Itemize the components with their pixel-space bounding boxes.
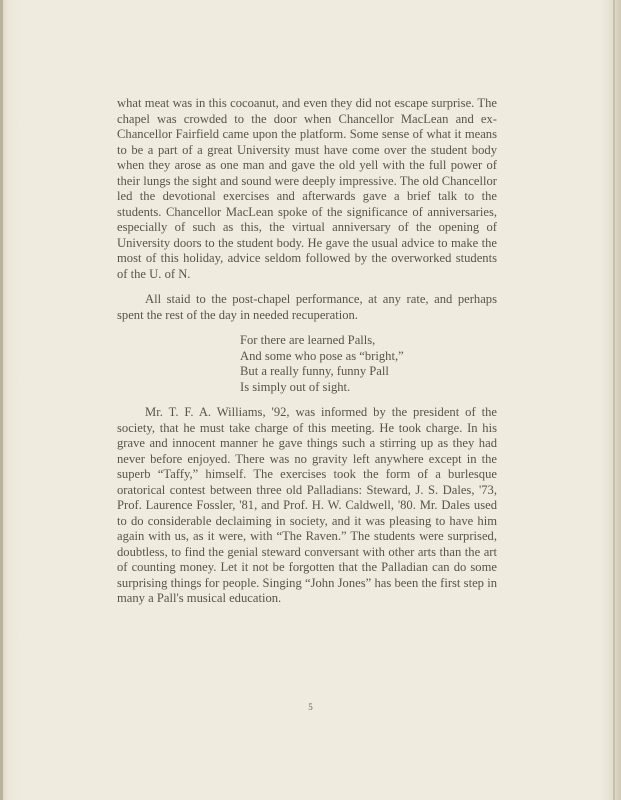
paragraph-gap (117, 282, 497, 292)
poem-line: For there are learned Palls, (240, 333, 376, 347)
poem-stanza (240, 333, 497, 395)
page-number: 5 (308, 702, 313, 712)
page-left-edge (0, 0, 3, 800)
body-text (117, 96, 497, 607)
paragraph-gap (117, 395, 497, 405)
paragraph-williams: Mr. T. F. A. Williams, '92, was informed by the president of the society, that he must take charge of this meeting. He took charge. In his grave and innocent manner he gave things such a stirring up as they had never before enjoyed. There was no gravity left anywhere except in the superb “Taffy,” himself. The exercises took the form of a burlesque oratorical contest between three old Palladians: Steward, J. S. Dales, '73, Prof. Laurence Fossler, '81, and Prof. H. W. Caldwell, '80. Mr. Dales used to do considerable declaiming in society, and it was pleasing to have him again with us, as it were, with “The Raven.” The students were surprised, doubtless, to find the genial steward conversant with other arts than the art of counting money. Let it not be forgotten that the Palladian can do some surprising things for people. Singing “John Jones” has been the first step in many a Pall's musical education. (117, 405, 497, 605)
poem-line: And some who pose as “bright,” (240, 348, 404, 363)
page-right-edge (613, 0, 615, 800)
paragraph-cocoanut: what meat was in this cocoanut, and even they did not escape surprise. The chapel was crowded to the door when Chancellor MacLean and ex-Chancellor Fairfield came upon the platform. Some sense of what it means to be a part of a great University must have come over the student body when they arose as one man and gave the old yell with the full power of their lungs the sight and sound were deeply impressive. The old Chancellor led the devotional exercises and afterwards gave a brief talk to the students. Chancellor MacLean spoke of the significance of anniversaries, especially of such as this, the virtual anniversary of the opening of University doors to the student body. He gave the usual advice to make the most of this holiday, advice seldom followed by the overworked students of the U. of N. (117, 96, 497, 281)
poem-line: Is simply out of sight. (240, 379, 351, 394)
poem-line: But a really funny, funny Pall (240, 364, 389, 378)
paragraph-post-chapel: All staid to the post-chapel performance, at any rate, and perhaps spent the rest of the day in needed recuperation. (117, 292, 497, 322)
paragraph-gap (117, 323, 497, 333)
